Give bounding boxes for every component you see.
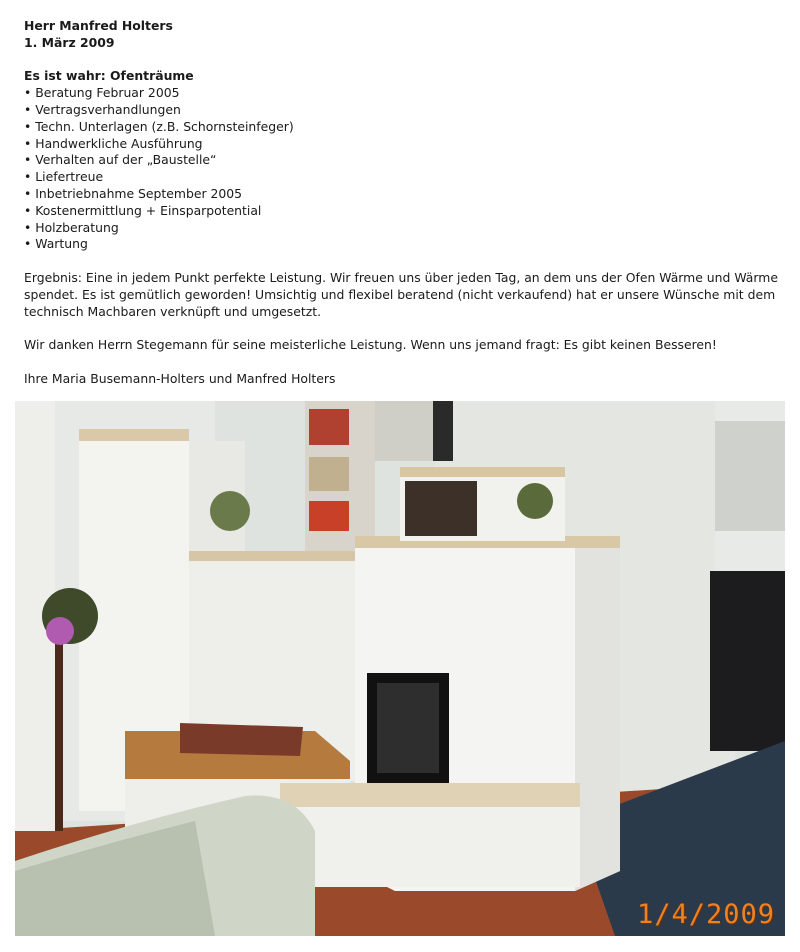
- stove-photo: [15, 401, 785, 936]
- letter-text: [24, 18, 784, 404]
- recipient-name: Herr Manfred Holters: [24, 18, 173, 33]
- list-item: • Wartung: [24, 236, 88, 252]
- list-item: • Handwerkliche Ausführung: [24, 135, 203, 151]
- bullet-list: [24, 85, 784, 253]
- list-item: • Techn. Unterlagen (z.B. Schornsteinfeger): [24, 118, 294, 134]
- list-item: • Kostenermittlung + Einsparpotential: [24, 202, 262, 218]
- list-item: • Verhalten auf der „Baustelle“: [24, 152, 217, 168]
- letter-date: 1. März 2009: [24, 34, 115, 50]
- list-item: • Vertragsverhandlungen: [24, 101, 181, 117]
- list-item: • Inbetriebnahme September 2005: [24, 185, 243, 201]
- thanks-paragraph: Wir danken Herrn Stegemann für seine meisterliche Leistung. Wenn uns jemand fragt: Es gibt keinen Besseren!: [24, 337, 717, 353]
- signature: Ihre Maria Busemann-Holters und Manfred Holters: [24, 370, 336, 386]
- date-stamp: 1/4/2009: [636, 899, 775, 930]
- list-item: • Liefertreue: [24, 169, 104, 185]
- result-paragraph: Ergebnis: Eine in jedem Punkt perfekte Leistung. Wir freuen uns über jeden Tag, an dem uns der Ofen Wärme und Wärme spendet. Es ist gemütlich geworden! Umsichtig und flexibel beratend (nicht verkaufend) hat er unsere Wünsche mit dem technisch Machbaren verknüpft und umgesetzt.: [24, 269, 778, 319]
- list-item: • Beratung Februar 2005: [24, 85, 180, 101]
- list-item: • Holzberatung: [24, 219, 119, 235]
- letter-subtitle: Es ist wahr: Ofenträume: [24, 68, 194, 84]
